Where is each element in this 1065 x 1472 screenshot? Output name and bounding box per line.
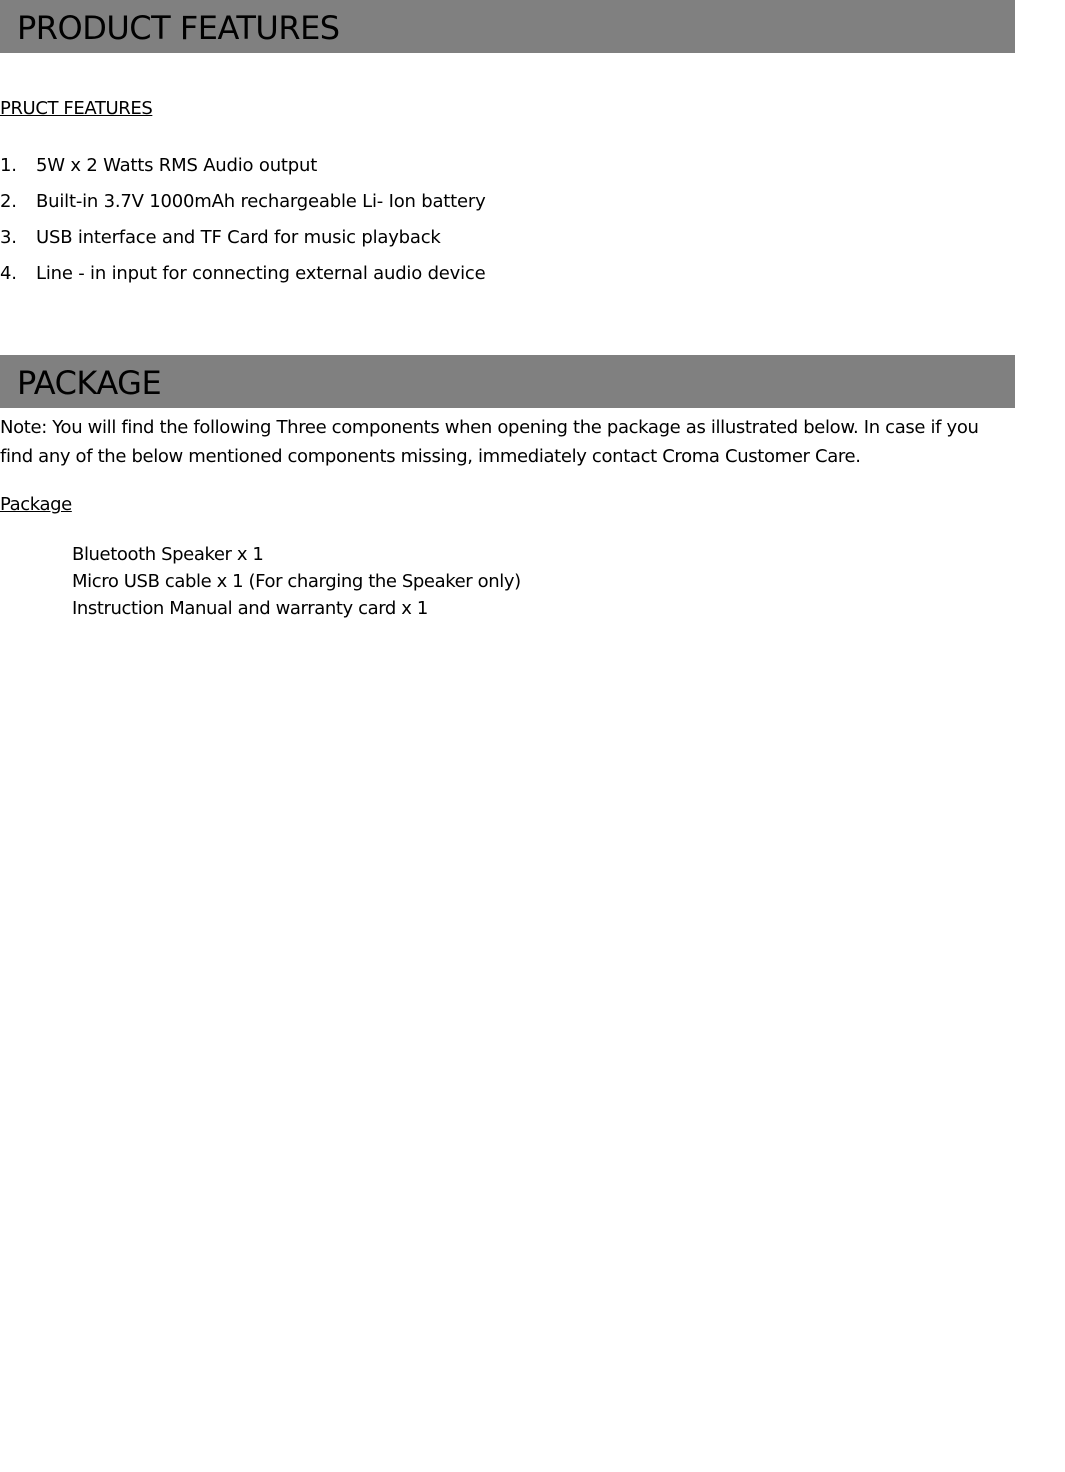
feature-text: Built-in 3.7V 1000mAh rechargeable Li- Ion battery xyxy=(36,191,486,212)
package-note-line: find any of the below mentioned components missing, immediately contact Croma Customer Care. xyxy=(0,446,861,467)
package-contents-list xyxy=(72,543,521,624)
package-subheading: Package xyxy=(0,494,72,515)
section-title: PRODUCT FEATURES xyxy=(17,9,340,47)
section-header-package xyxy=(0,355,1015,408)
section-header-product-features xyxy=(0,0,1015,53)
package-note-line: Note: You will find the following Three components when opening the package as illustrated below. In case if you xyxy=(0,417,979,438)
package-item: Bluetooth Speaker x 1 xyxy=(72,544,264,565)
feature-text: Line - in input for connecting external audio device xyxy=(36,263,486,284)
package-item: Instruction Manual and warranty card x 1 xyxy=(72,598,428,619)
package-item: Micro USB cable x 1 (For charging the Speaker only) xyxy=(72,571,521,592)
section-title: PACKAGE xyxy=(17,364,162,402)
feature-number: 4. xyxy=(0,263,17,284)
feature-text: USB interface and TF Card for music playback xyxy=(36,227,441,248)
package-note xyxy=(0,413,1060,471)
feature-number: 2. xyxy=(0,191,17,212)
feature-number: 3. xyxy=(0,227,17,248)
feature-text: 5W x 2 Watts RMS Audio output xyxy=(36,155,318,176)
feature-number: 1. xyxy=(0,155,17,176)
features-subheading: PRUCT FEATURES xyxy=(0,98,153,119)
